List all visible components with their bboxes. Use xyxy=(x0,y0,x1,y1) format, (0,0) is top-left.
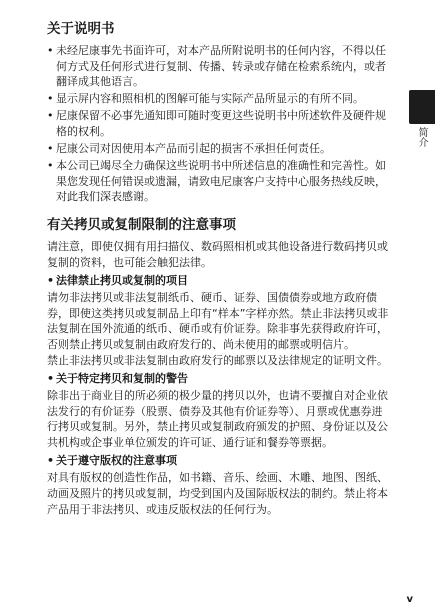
paragraph: 禁止非法拷贝或非法复制由政府发行的邮票以及法律规定的证明文件。 xyxy=(47,353,388,367)
list-item: • 未经尼康事先书面许可，对本产品所附说明书的任何内容，不得以任何方式及任何形式进行复制、传播、转录或存储在检索系统内，或者翻译成其他语言。 xyxy=(47,43,390,90)
copy-restrictions-intro: 请注意，即使仅拥有用扫描仪、数码照相机或其他设备进行数码拷贝或复制的资料，也可能会触犯法律。 xyxy=(47,239,388,269)
section-title-manuals: 关于说明书 xyxy=(47,21,115,37)
paragraph: 对具有版权的创造性作品，如书籍、音乐、绘画、木雕、地图、图纸、动画及照片的拷贝或复制，均受到国内及国际版权法的制约。禁止将本产品用于非法拷贝、或违反版权法的任何行为。 xyxy=(47,471,388,516)
subheading-copyright-notice: • 关于遵守版权的注意事项 xyxy=(47,453,390,469)
paragraph: 除非出于商业目的所必须的极少量的拷贝以外，也请不要擅自对企业依法发行的有价证券（股票、债券及其他有价证券等）、月票或优惠券进行拷贝或复制。另外，禁止拷贝或复制政府颁发的护照、身份证以及公共机构或企事业单位颁发的许可证、通行证和餐券等票据。 xyxy=(47,389,388,449)
chapter-tab-marker xyxy=(409,90,435,124)
section-title-copy-restrictions: 有关拷贝或复制限制的注意事项 xyxy=(47,216,236,233)
page-number: v xyxy=(406,594,413,605)
list-item: • 显示屏内容和照相机的图解可能与实际产品所显示的有所不同。 xyxy=(47,91,390,107)
page-content xyxy=(47,20,390,517)
chapter-tab-label: 简介 xyxy=(416,127,427,147)
subheading-prohibited-items: • 法律禁止拷贝或复制的项目 xyxy=(47,273,390,289)
subheading-specific-copy-warning: • 关于特定拷贝和复制的警告 xyxy=(47,371,390,387)
paragraph: 请勿非法拷贝或非法复制纸币、硬币、证券、国债债券或地方政府债券，即使这类拷贝或复制品上印有“样本”字样亦然。禁止非法拷贝或非法复制在国外流通的纸币、硬币或有价证券。除非事先获得政府许可，否则禁止拷贝或复制由政府发行的、尚未使用的邮票或明信片。 xyxy=(47,291,389,351)
list-item: • 尼康公司对因使用本产品而引起的损害不承担任何责任。 xyxy=(47,141,390,157)
list-item: • 本公司已竭尽全力确保这些说明书中所述信息的准确性和完善性。如果您发现任何错误或遗漏，请致电尼康客户支持中心服务热线反映，对此我们深表感谢。 xyxy=(47,158,390,205)
manual-notes-list xyxy=(47,43,390,205)
list-item: • 尼康保留不必事先通知即可随时变更这些说明书中所述软件及硬件规格的权利。 xyxy=(47,108,390,139)
